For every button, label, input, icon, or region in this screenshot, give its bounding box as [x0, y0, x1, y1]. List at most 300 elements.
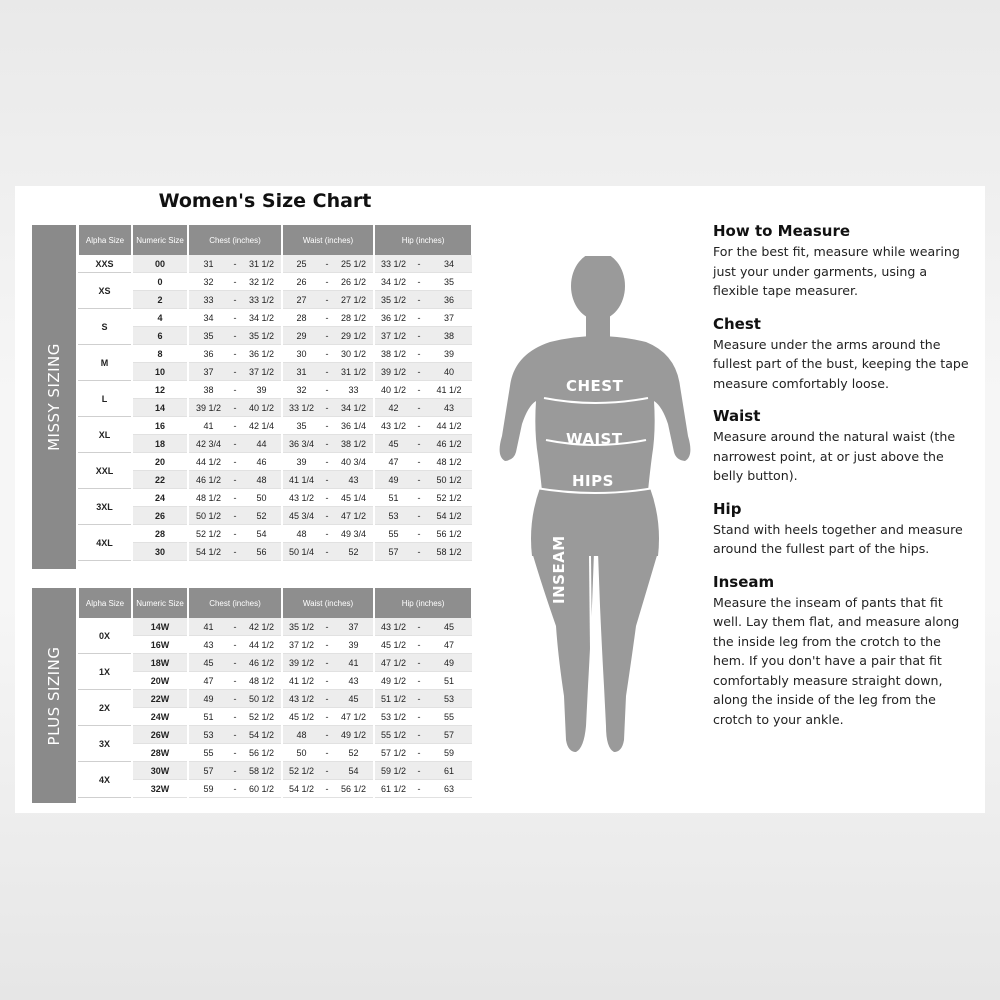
table-row	[78, 762, 472, 780]
range-dash: -	[412, 726, 426, 744]
chest-min-cell: 38	[188, 381, 228, 399]
measure-text-waist: Measure around the natural waist (the narrowest point, at or just above the belly button).	[713, 429, 956, 483]
table-row	[78, 654, 472, 672]
chest-max-cell: 56 1/2	[242, 744, 282, 762]
chest-max-cell: 54 1/2	[242, 726, 282, 744]
table-row	[78, 726, 472, 744]
alpha-size-cell: S	[78, 309, 132, 345]
chest-max-cell: 32 1/2	[242, 273, 282, 291]
waist-max-cell: 43	[334, 471, 374, 489]
range-dash: -	[320, 744, 334, 762]
range-dash: -	[412, 345, 426, 363]
range-dash: -	[228, 618, 242, 636]
chest-min-cell: 51	[188, 708, 228, 726]
chest-min-cell: 48 1/2	[188, 489, 228, 507]
table-row	[78, 543, 472, 561]
waist-min-cell: 25	[282, 255, 320, 273]
table-row	[78, 453, 472, 471]
range-dash: -	[320, 309, 334, 327]
alpha-size-cell: 0X	[78, 618, 132, 654]
table-row	[78, 708, 472, 726]
waist-max-cell: 41	[334, 654, 374, 672]
chest-min-cell: 45	[188, 654, 228, 672]
waist-max-cell: 27 1/2	[334, 291, 374, 309]
hip-min-cell: 53 1/2	[374, 708, 412, 726]
hip-min-cell: 53	[374, 507, 412, 525]
hip-min-cell: 45 1/2	[374, 636, 412, 654]
hip-min-cell: 38 1/2	[374, 345, 412, 363]
range-dash: -	[412, 435, 426, 453]
numeric-size-cell: 30W	[132, 762, 188, 780]
hip-max-cell: 52 1/2	[426, 489, 472, 507]
waist-max-cell: 26 1/2	[334, 273, 374, 291]
chest-min-cell: 50 1/2	[188, 507, 228, 525]
waist-max-cell: 49 1/2	[334, 726, 374, 744]
alpha-size-cell: L	[78, 381, 132, 417]
numeric-size-cell: 22W	[132, 690, 188, 708]
waist-min-cell: 31	[282, 363, 320, 381]
hip-max-cell: 56 1/2	[426, 525, 472, 543]
hip-min-cell: 40 1/2	[374, 381, 412, 399]
plus-sizing-label	[32, 588, 76, 803]
measure-text-how: For the best fit, measure while wearing just your under garments, using a flexible tape measurer.	[713, 244, 960, 298]
range-dash: -	[228, 381, 242, 399]
range-dash: -	[412, 543, 426, 561]
hip-min-cell: 59 1/2	[374, 762, 412, 780]
waist-max-cell: 47 1/2	[334, 507, 374, 525]
measure-text-chest: Measure under the arms around the fullest part of the bust, keeping the tape measure comfortably loose.	[713, 336, 969, 391]
range-dash: -	[412, 744, 426, 762]
range-dash: -	[320, 255, 334, 273]
hip-min-cell: 42	[374, 399, 412, 417]
chest-min-cell: 54 1/2	[188, 543, 228, 561]
chest-min-cell: 37	[188, 363, 228, 381]
waist-min-cell: 48	[282, 525, 320, 543]
hip-min-cell: 47	[374, 453, 412, 471]
range-dash: -	[320, 345, 334, 363]
hip-max-cell: 35	[426, 273, 472, 291]
table-row	[78, 636, 472, 654]
numeric-size-cell: 4	[132, 309, 188, 327]
chest-max-cell: 48 1/2	[242, 672, 282, 690]
chest-max-cell: 50 1/2	[242, 690, 282, 708]
table-row	[78, 471, 472, 489]
waist-max-cell: 52	[334, 744, 374, 762]
chest-min-cell: 41	[188, 618, 228, 636]
hip-max-cell: 49	[426, 654, 472, 672]
table-row	[78, 255, 472, 273]
waist-min-cell: 45 3/4	[282, 507, 320, 525]
range-dash: -	[320, 672, 334, 690]
range-dash: -	[228, 453, 242, 471]
hip-max-cell: 46 1/2	[426, 435, 472, 453]
measure-title-hip: Hip	[713, 499, 742, 518]
range-dash: -	[320, 381, 334, 399]
hip-max-cell: 45	[426, 618, 472, 636]
measurement-instructions	[713, 222, 973, 743]
hip-max-cell: 48 1/2	[426, 453, 472, 471]
chest-max-cell: 58 1/2	[242, 762, 282, 780]
measure-text-inseam: Measure the inseam of pants that fit well. Lay them flat, and measure along the inside leg from the crotch to the hem. If you don't have a pair that fit comfortably measure straight down, along the inside of the leg from the crotch to your ankle.	[713, 594, 960, 727]
hip-max-cell: 55	[426, 708, 472, 726]
chest-min-cell: 39 1/2	[188, 399, 228, 417]
hip-max-cell: 53	[426, 690, 472, 708]
range-dash: -	[228, 345, 242, 363]
body-silhouette-icon	[480, 256, 710, 776]
chest-max-cell: 48	[242, 471, 282, 489]
hip-min-cell: 55 1/2	[374, 726, 412, 744]
missy-size-table	[77, 225, 473, 561]
chest-max-cell: 46 1/2	[242, 654, 282, 672]
range-dash: -	[320, 453, 334, 471]
hip-min-cell: 39 1/2	[374, 363, 412, 381]
numeric-size-cell: 24	[132, 489, 188, 507]
chest-min-cell: 44 1/2	[188, 453, 228, 471]
range-dash: -	[412, 708, 426, 726]
range-dash: -	[412, 525, 426, 543]
waist-label: WAIST	[566, 430, 623, 448]
range-dash: -	[320, 489, 334, 507]
measure-section-waist	[713, 407, 973, 486]
range-dash: -	[228, 471, 242, 489]
range-dash: -	[228, 327, 242, 345]
chest-max-cell: 54	[242, 525, 282, 543]
table-row	[78, 744, 472, 762]
hip-max-cell: 36	[426, 291, 472, 309]
table-row	[78, 507, 472, 525]
numeric-size-cell: 18	[132, 435, 188, 453]
hip-min-cell: 43 1/2	[374, 417, 412, 435]
waist-max-cell: 29 1/2	[334, 327, 374, 345]
waist-min-cell: 36 3/4	[282, 435, 320, 453]
numeric-size-cell: 22	[132, 471, 188, 489]
range-dash: -	[228, 690, 242, 708]
hip-max-cell: 43	[426, 399, 472, 417]
waist-min-cell: 35 1/2	[282, 618, 320, 636]
chest-min-cell: 34	[188, 309, 228, 327]
range-dash: -	[412, 363, 426, 381]
header-numeric-size: Numeric Size	[132, 225, 188, 255]
chest-min-cell: 57	[188, 762, 228, 780]
chest-max-cell: 39	[242, 381, 282, 399]
waist-min-cell: 41 1/2	[282, 672, 320, 690]
range-dash: -	[228, 636, 242, 654]
hip-max-cell: 47	[426, 636, 472, 654]
measure-section-chest	[713, 315, 973, 394]
range-dash: -	[228, 255, 242, 273]
header-alpha-size: Alpha Size	[78, 225, 132, 255]
hip-max-cell: 51	[426, 672, 472, 690]
range-dash: -	[228, 399, 242, 417]
range-dash: -	[412, 672, 426, 690]
hip-max-cell: 41 1/2	[426, 381, 472, 399]
hip-min-cell: 37 1/2	[374, 327, 412, 345]
waist-max-cell: 39	[334, 636, 374, 654]
hip-max-cell: 54 1/2	[426, 507, 472, 525]
range-dash: -	[228, 762, 242, 780]
range-dash: -	[320, 399, 334, 417]
waist-min-cell: 26	[282, 273, 320, 291]
waist-min-cell: 33 1/2	[282, 399, 320, 417]
waist-max-cell: 45 1/4	[334, 489, 374, 507]
range-dash: -	[412, 762, 426, 780]
plus-sizing-text: PLUS SIZING	[45, 646, 63, 745]
header-numeric-size: Numeric Size	[132, 588, 188, 618]
alpha-size-cell: 3XL	[78, 489, 132, 525]
range-dash: -	[412, 399, 426, 417]
range-dash: -	[228, 291, 242, 309]
hip-min-cell: 34 1/2	[374, 273, 412, 291]
waist-max-cell: 45	[334, 690, 374, 708]
alpha-size-cell: 2X	[78, 690, 132, 726]
range-dash: -	[412, 618, 426, 636]
chest-max-cell: 36 1/2	[242, 345, 282, 363]
chest-min-cell: 47	[188, 672, 228, 690]
alpha-size-cell: XS	[78, 273, 132, 309]
range-dash: -	[412, 489, 426, 507]
hip-max-cell: 40	[426, 363, 472, 381]
alpha-size-cell: XL	[78, 417, 132, 453]
missy-header-row	[78, 225, 472, 255]
table-row	[78, 525, 472, 543]
chest-min-cell: 53	[188, 726, 228, 744]
numeric-size-cell: 12	[132, 381, 188, 399]
numeric-size-cell: 24W	[132, 708, 188, 726]
measure-title-chest: Chest	[713, 314, 761, 333]
hip-max-cell: 39	[426, 345, 472, 363]
size-chart-card	[15, 186, 985, 813]
range-dash: -	[320, 618, 334, 636]
alpha-size-cell: XXS	[78, 255, 132, 273]
waist-max-cell: 49 3/4	[334, 525, 374, 543]
alpha-size-cell: M	[78, 345, 132, 381]
chest-max-cell: 31 1/2	[242, 255, 282, 273]
waist-min-cell: 35	[282, 417, 320, 435]
body-silhouette	[480, 256, 710, 776]
missy-sizing-text: MISSY SIZING	[45, 343, 63, 451]
numeric-size-cell: 26	[132, 507, 188, 525]
chest-min-cell: 35	[188, 327, 228, 345]
hip-min-cell: 51 1/2	[374, 690, 412, 708]
plus-header-row	[78, 588, 472, 618]
waist-max-cell: 54	[334, 762, 374, 780]
chest-max-cell: 42 1/2	[242, 618, 282, 636]
table-row	[78, 291, 472, 309]
waist-min-cell: 41 1/4	[282, 471, 320, 489]
hip-min-cell: 35 1/2	[374, 291, 412, 309]
measure-section-how	[713, 222, 973, 301]
waist-max-cell: 31 1/2	[334, 363, 374, 381]
hip-min-cell: 57	[374, 543, 412, 561]
hip-min-cell: 43 1/2	[374, 618, 412, 636]
hip-max-cell: 44 1/2	[426, 417, 472, 435]
hip-max-cell: 63	[426, 780, 472, 798]
range-dash: -	[228, 507, 242, 525]
range-dash: -	[320, 762, 334, 780]
alpha-size-cell: 1X	[78, 654, 132, 690]
waist-max-cell: 56 1/2	[334, 780, 374, 798]
header-waist: Waist (inches)	[282, 225, 374, 255]
hips-label: HIPS	[572, 472, 614, 490]
waist-min-cell: 29	[282, 327, 320, 345]
range-dash: -	[228, 435, 242, 453]
hip-max-cell: 57	[426, 726, 472, 744]
range-dash: -	[412, 273, 426, 291]
waist-min-cell: 50 1/4	[282, 543, 320, 561]
range-dash: -	[320, 417, 334, 435]
chest-min-cell: 46 1/2	[188, 471, 228, 489]
hip-min-cell: 36 1/2	[374, 309, 412, 327]
waist-min-cell: 52 1/2	[282, 762, 320, 780]
waist-max-cell: 30 1/2	[334, 345, 374, 363]
range-dash: -	[228, 654, 242, 672]
range-dash: -	[412, 507, 426, 525]
measure-section-inseam	[713, 573, 973, 730]
numeric-size-cell: 2	[132, 291, 188, 309]
range-dash: -	[320, 327, 334, 345]
range-dash: -	[320, 543, 334, 561]
table-row	[78, 780, 472, 798]
numeric-size-cell: 00	[132, 255, 188, 273]
chest-min-cell: 32	[188, 273, 228, 291]
range-dash: -	[228, 489, 242, 507]
header-hip: Hip (inches)	[374, 588, 472, 618]
hip-max-cell: 34	[426, 255, 472, 273]
inseam-label: INSEAM	[550, 535, 568, 604]
chest-min-cell: 41	[188, 417, 228, 435]
waist-max-cell: 37	[334, 618, 374, 636]
table-row	[78, 435, 472, 453]
waist-max-cell: 34 1/2	[334, 399, 374, 417]
numeric-size-cell: 28	[132, 525, 188, 543]
waist-min-cell: 45 1/2	[282, 708, 320, 726]
alpha-size-cell: XXL	[78, 453, 132, 489]
table-row	[78, 618, 472, 636]
alpha-size-cell: 4X	[78, 762, 132, 798]
chest-min-cell: 52 1/2	[188, 525, 228, 543]
range-dash: -	[320, 525, 334, 543]
range-dash: -	[320, 636, 334, 654]
hip-max-cell: 59	[426, 744, 472, 762]
range-dash: -	[228, 744, 242, 762]
chest-max-cell: 52 1/2	[242, 708, 282, 726]
chest-min-cell: 42 3/4	[188, 435, 228, 453]
range-dash: -	[320, 363, 334, 381]
hip-max-cell: 37	[426, 309, 472, 327]
table-row	[78, 363, 472, 381]
chart-title: Women's Size Chart	[158, 190, 372, 212]
numeric-size-cell: 26W	[132, 726, 188, 744]
range-dash: -	[412, 654, 426, 672]
range-dash: -	[320, 690, 334, 708]
hip-min-cell: 47 1/2	[374, 654, 412, 672]
hip-min-cell: 51	[374, 489, 412, 507]
table-row	[78, 417, 472, 435]
chest-max-cell: 52	[242, 507, 282, 525]
numeric-size-cell: 16W	[132, 636, 188, 654]
hip-min-cell: 45	[374, 435, 412, 453]
table-row	[78, 489, 472, 507]
table-row	[78, 309, 472, 327]
hip-max-cell: 38	[426, 327, 472, 345]
numeric-size-cell: 14W	[132, 618, 188, 636]
chest-max-cell: 46	[242, 453, 282, 471]
numeric-size-cell: 18W	[132, 654, 188, 672]
range-dash: -	[320, 780, 334, 798]
chest-max-cell: 50	[242, 489, 282, 507]
range-dash: -	[320, 708, 334, 726]
table-row	[78, 399, 472, 417]
range-dash: -	[228, 726, 242, 744]
range-dash: -	[228, 672, 242, 690]
range-dash: -	[228, 273, 242, 291]
waist-max-cell: 33	[334, 381, 374, 399]
waist-min-cell: 43 1/2	[282, 489, 320, 507]
measure-text-hip: Stand with heels together and measure around the fullest part of the hips.	[713, 521, 963, 556]
waist-min-cell: 28	[282, 309, 320, 327]
header-chest: Chest (inches)	[188, 588, 282, 618]
waist-max-cell: 28 1/2	[334, 309, 374, 327]
hip-min-cell: 57 1/2	[374, 744, 412, 762]
waist-max-cell: 43	[334, 672, 374, 690]
chest-min-cell: 43	[188, 636, 228, 654]
waist-max-cell: 36 1/4	[334, 417, 374, 435]
range-dash: -	[412, 636, 426, 654]
hip-min-cell: 55	[374, 525, 412, 543]
waist-max-cell: 38 1/2	[334, 435, 374, 453]
chest-max-cell: 42 1/4	[242, 417, 282, 435]
numeric-size-cell: 28W	[132, 744, 188, 762]
waist-min-cell: 32	[282, 381, 320, 399]
hip-min-cell: 61 1/2	[374, 780, 412, 798]
numeric-size-cell: 8	[132, 345, 188, 363]
range-dash: -	[320, 273, 334, 291]
waist-min-cell: 48	[282, 726, 320, 744]
numeric-size-cell: 16	[132, 417, 188, 435]
chest-max-cell: 44 1/2	[242, 636, 282, 654]
waist-min-cell: 50	[282, 744, 320, 762]
hip-min-cell: 33 1/2	[374, 255, 412, 273]
range-dash: -	[228, 708, 242, 726]
range-dash: -	[412, 780, 426, 798]
numeric-size-cell: 20W	[132, 672, 188, 690]
range-dash: -	[320, 507, 334, 525]
measure-section-hip	[713, 500, 973, 559]
hip-min-cell: 49	[374, 471, 412, 489]
waist-max-cell: 25 1/2	[334, 255, 374, 273]
waist-min-cell: 30	[282, 345, 320, 363]
table-row	[78, 672, 472, 690]
chest-max-cell: 56	[242, 543, 282, 561]
range-dash: -	[412, 690, 426, 708]
waist-min-cell: 43 1/2	[282, 690, 320, 708]
waist-max-cell: 47 1/2	[334, 708, 374, 726]
range-dash: -	[412, 381, 426, 399]
chest-min-cell: 55	[188, 744, 228, 762]
range-dash: -	[412, 327, 426, 345]
range-dash: -	[412, 453, 426, 471]
range-dash: -	[228, 525, 242, 543]
waist-max-cell: 52	[334, 543, 374, 561]
chest-min-cell: 33	[188, 291, 228, 309]
table-row	[78, 381, 472, 399]
range-dash: -	[412, 255, 426, 273]
measure-title-waist: Waist	[713, 407, 761, 425]
hip-min-cell: 49 1/2	[374, 672, 412, 690]
chest-label: CHEST	[566, 377, 624, 395]
chest-max-cell: 60 1/2	[242, 780, 282, 798]
numeric-size-cell: 10	[132, 363, 188, 381]
